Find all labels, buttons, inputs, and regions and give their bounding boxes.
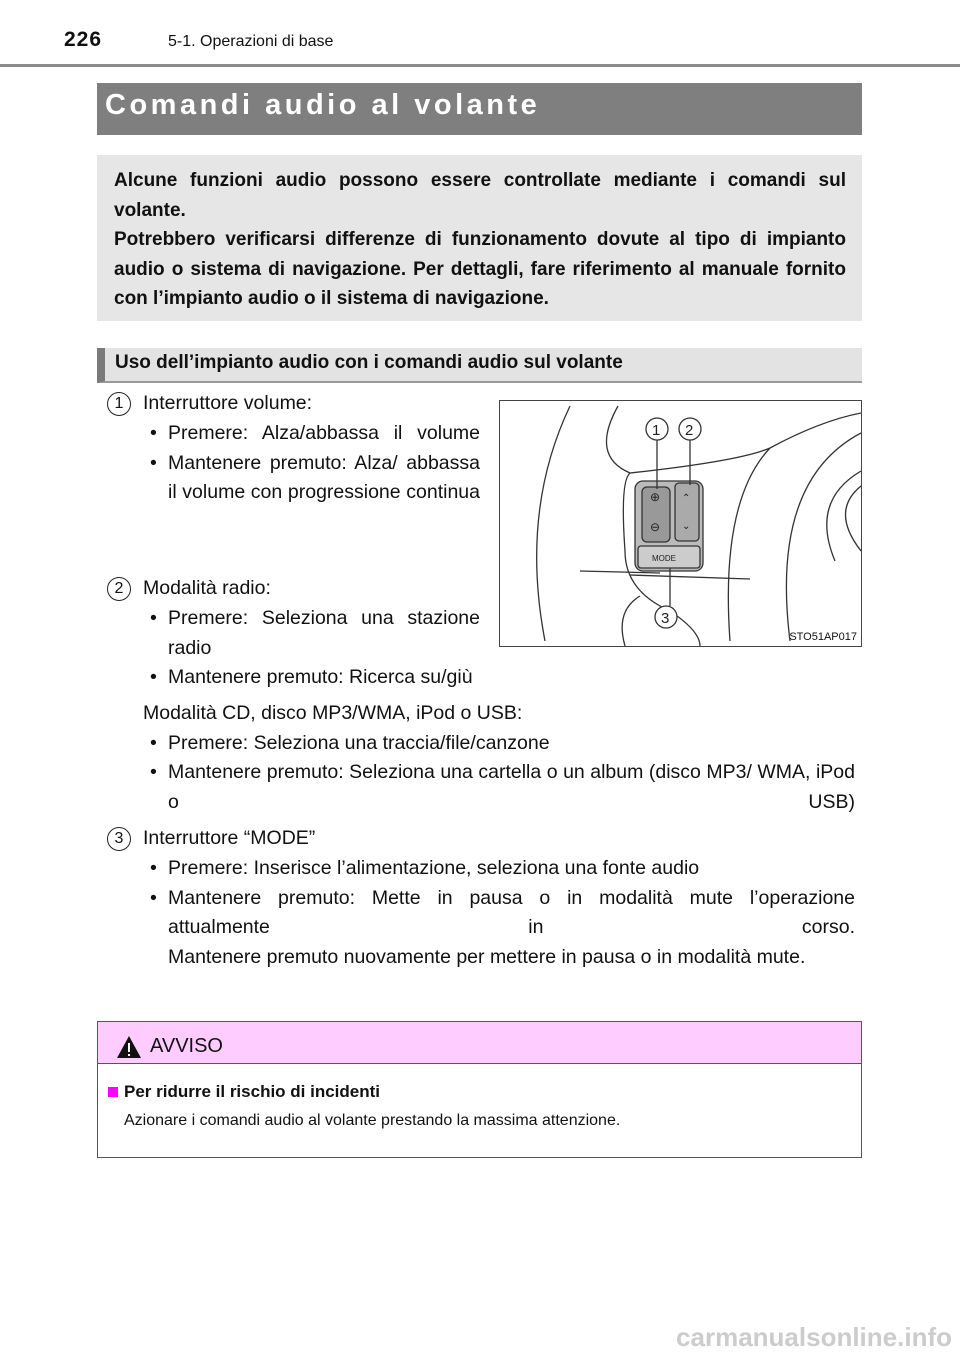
circled-number: 2 <box>107 577 131 601</box>
svg-text:⊖: ⊖ <box>650 520 661 534</box>
svg-text:⌄: ⌄ <box>682 521 691 532</box>
circled-number: 3 <box>107 827 131 851</box>
bullet-continuation: Mantenere premuto nuovamente per mettere in pausa o in modalità mute. <box>168 946 806 969</box>
item-title: Modalità radio: <box>143 577 271 599</box>
figure-id: STO51AP017 <box>789 631 857 643</box>
bullet: • Mantenere premuto: Seleziona una cartella o un album (disco MP3/ WMA, iPod o USB) <box>143 758 855 818</box>
callout-2: 2 <box>685 422 694 439</box>
bullet: • Premere: Seleziona una stazione radio <box>143 604 480 664</box>
bullet: • Premere: Seleziona una traccia/file/canzone <box>143 729 855 759</box>
warning-header <box>98 1022 861 1064</box>
item-2 <box>114 574 480 663</box>
page-title: Comandi audio al volante <box>97 83 862 135</box>
item-1 <box>114 389 480 508</box>
warning-label: AVVISO <box>150 1035 223 1057</box>
item-title: Interruttore “MODE” <box>143 827 316 849</box>
item-title: Modalità CD, disco MP3/WMA, iPod o USB: <box>143 701 523 724</box>
callout-1: 1 <box>652 422 661 439</box>
bullet: • Premere: Alza/abbassa il volume <box>143 419 480 449</box>
warning-text: Azionare i comandi audio al volante prestando la massima attenzione. <box>124 1112 621 1129</box>
warning-triangle-icon <box>116 1035 142 1059</box>
bullet: • Mantenere premuto: Alza/ abbassa il volume con progressione continua <box>143 449 480 509</box>
item-2-cont <box>143 663 855 818</box>
steering-wheel-figure <box>499 400 862 647</box>
section-title: 5-1. Operazioni di base <box>168 33 334 50</box>
bullet: • Premere: Inserisce l’alimentazione, seleziona una fonte audio <box>143 854 855 884</box>
item-title: Interruttore volume: <box>143 392 313 414</box>
callout-3: 3 <box>661 610 670 627</box>
watermark: carmanualsonline.info <box>676 1322 952 1352</box>
item-3 <box>114 824 855 973</box>
page-number: 226 <box>64 28 103 51</box>
subheading: Uso dell’impianto audio con i comandi audio sul volante <box>97 348 862 383</box>
svg-text:⌃: ⌃ <box>682 493 691 504</box>
bullet: • Mantenere premuto: Ricerca su/giù <box>143 663 855 693</box>
warning-heading <box>108 1082 861 1102</box>
header-rule <box>0 64 960 67</box>
warning-box <box>97 1021 862 1158</box>
warning-heading-text: Per ridurre il rischio di incidenti <box>124 1082 381 1101</box>
mode-label: MODE <box>652 554 676 563</box>
intro-text: Potrebbero verificarsi differenze di funzionamento dovute al tipo di impianto audio o sistema di navigazione. Per dettagli, fare riferimento al manuale fornito con l’impianto audio o il sistema di navigazione. <box>114 229 846 309</box>
intro-text: Alcune funzioni audio possono essere controllate mediante i comandi sul volante. <box>114 170 846 221</box>
bullet: • Mantenere premuto: Mette in pausa o in modalità mute l’operazione attualmente in corso. <box>143 884 855 944</box>
intro-box <box>97 155 862 321</box>
circled-number: 1 <box>107 392 131 416</box>
bullet-square-icon <box>108 1087 118 1097</box>
steering-wheel-illustration <box>500 401 861 646</box>
svg-text:⊕: ⊕ <box>650 490 661 504</box>
